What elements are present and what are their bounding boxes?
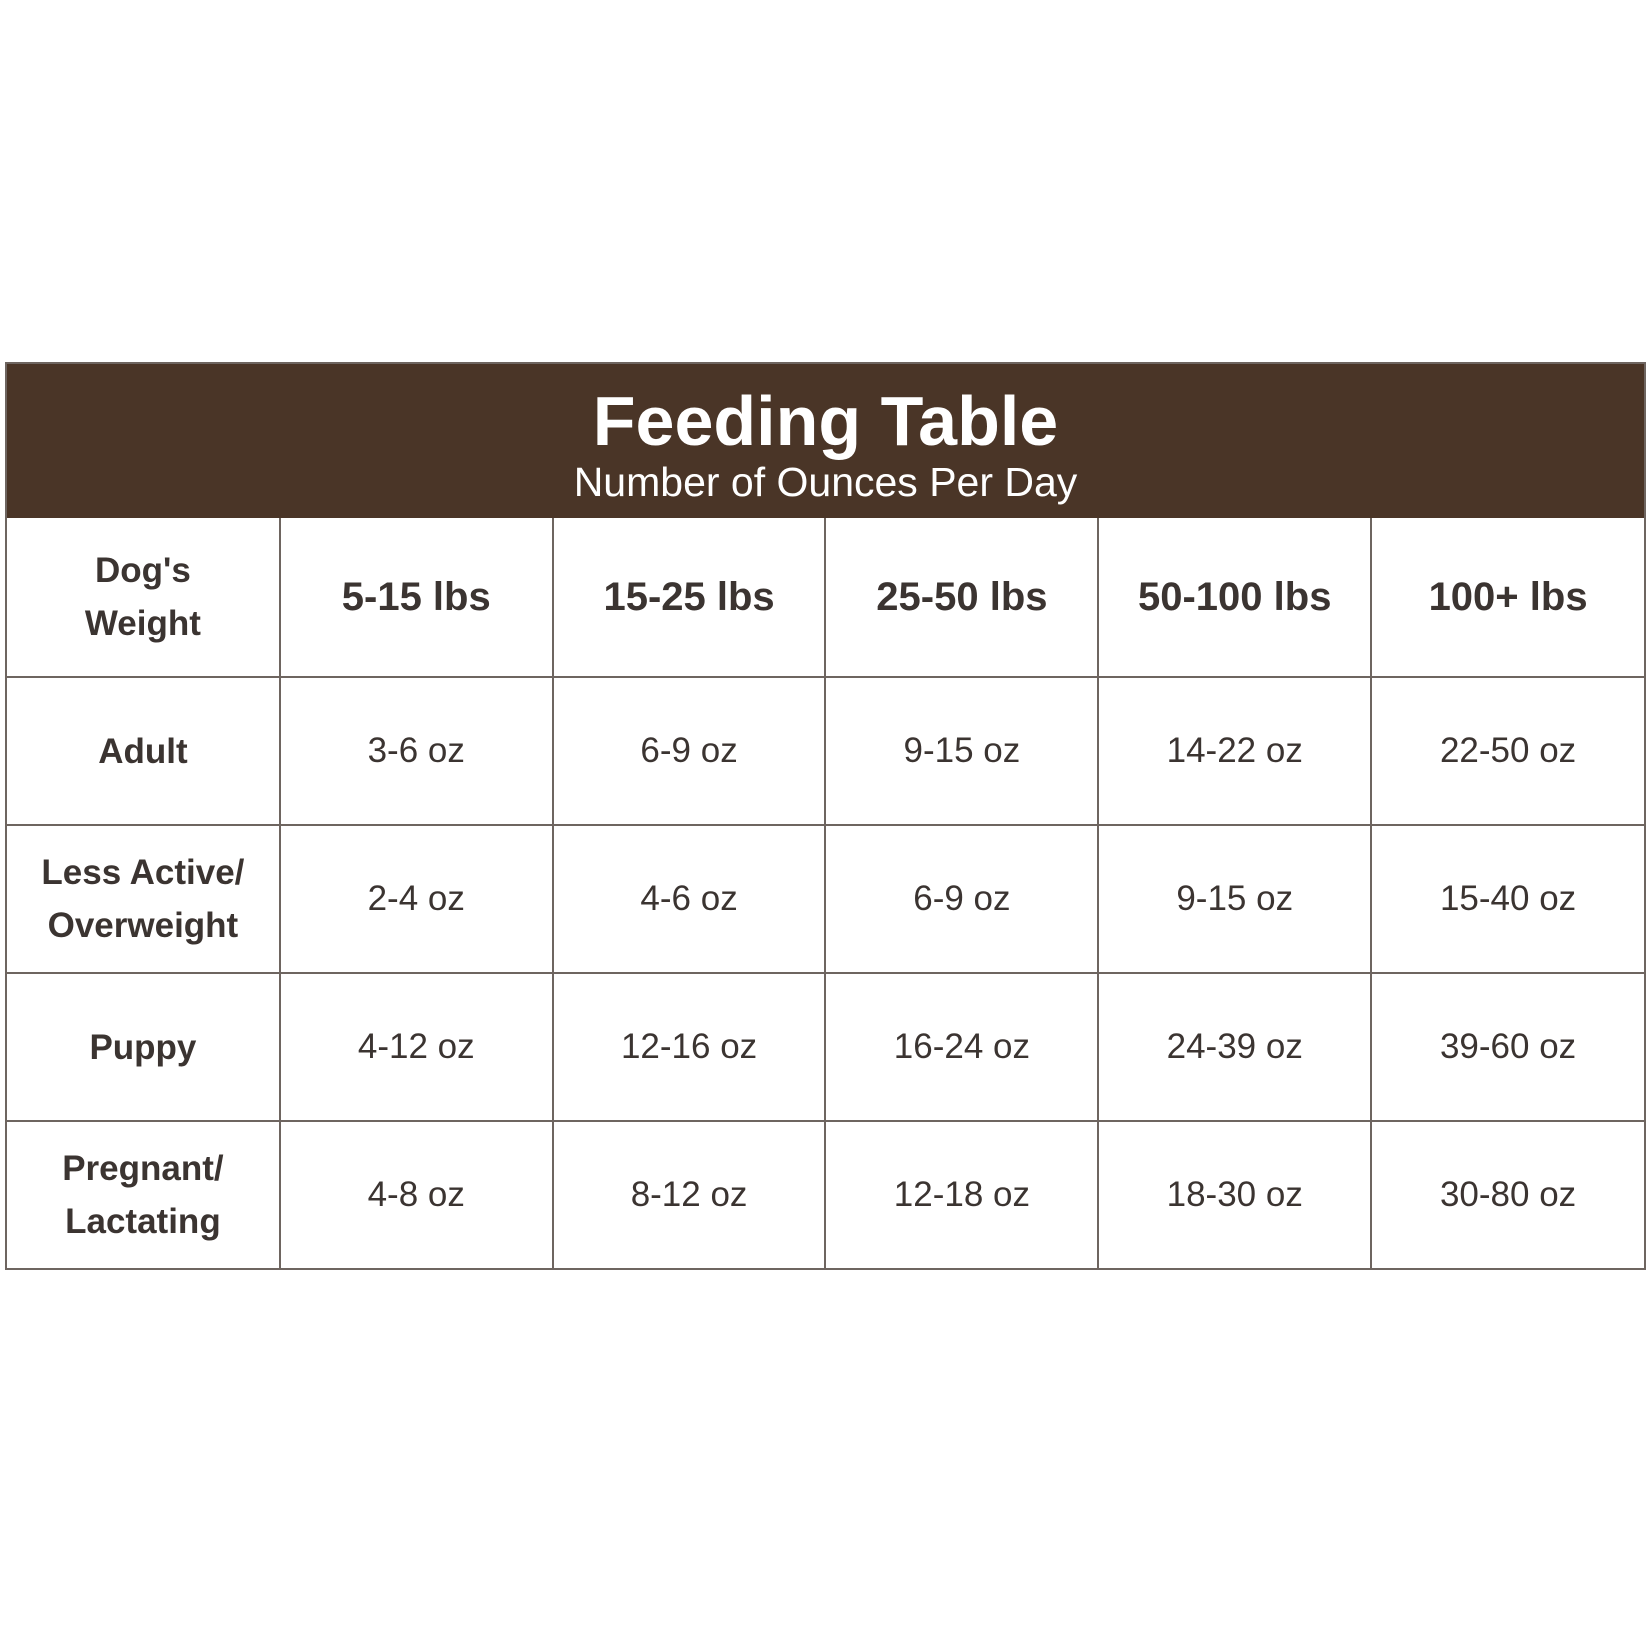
- column-header: 25-50 lbs: [825, 518, 1098, 677]
- table-banner: [7, 364, 1644, 518]
- label-line2: Weight: [84, 604, 201, 643]
- column-header: 15-25 lbs: [553, 518, 826, 677]
- row-label-line1: Pregnant/: [62, 1149, 224, 1188]
- header-row: [7, 518, 1644, 677]
- row-label-line2: Overweight: [47, 906, 239, 945]
- value-cell: 2-4 oz: [280, 825, 553, 973]
- value-cell: 15-40 oz: [1371, 825, 1644, 973]
- table-subtitle: Number of Ounces Per Day: [573, 459, 1078, 505]
- row-label: [7, 1121, 280, 1268]
- column-header: 5-15 lbs: [280, 518, 553, 677]
- value-cell: 9-15 oz: [1098, 825, 1371, 973]
- feeding-grid: [7, 518, 1644, 1268]
- value-cell: 14-22 oz: [1098, 677, 1371, 825]
- row-label-line2: Lactating: [65, 1202, 221, 1241]
- value-cell: 22-50 oz: [1371, 677, 1644, 825]
- row-label-line1: Adult: [98, 731, 188, 771]
- value-cell: 39-60 oz: [1371, 973, 1644, 1121]
- value-cell: 12-16 oz: [553, 973, 826, 1121]
- feeding-table: [5, 362, 1646, 1270]
- value-cell: 4-12 oz: [280, 973, 553, 1121]
- row-label: [7, 677, 280, 825]
- value-cell: 6-9 oz: [553, 677, 826, 825]
- value-cell: 24-39 oz: [1098, 973, 1371, 1121]
- row-label: [7, 973, 280, 1121]
- table-row: [7, 677, 1644, 825]
- value-cell: 8-12 oz: [553, 1121, 826, 1268]
- value-cell: 18-30 oz: [1098, 1121, 1371, 1268]
- value-cell: 3-6 oz: [280, 677, 553, 825]
- value-cell: 4-8 oz: [280, 1121, 553, 1268]
- row-label-line1: Less Active/: [41, 853, 245, 892]
- table-row: [7, 825, 1644, 973]
- value-cell: 4-6 oz: [553, 825, 826, 973]
- label-line1: Dog's: [95, 551, 191, 590]
- column-header: 50-100 lbs: [1098, 518, 1371, 677]
- value-cell: 6-9 oz: [825, 825, 1098, 973]
- value-cell: 9-15 oz: [825, 677, 1098, 825]
- weight-label-cell: [7, 518, 280, 677]
- row-label: [7, 825, 280, 973]
- table-row: [7, 1121, 1644, 1268]
- table-row: [7, 973, 1644, 1121]
- table-title: Feeding Table: [592, 382, 1059, 460]
- value-cell: 12-18 oz: [825, 1121, 1098, 1268]
- value-cell: 30-80 oz: [1371, 1121, 1644, 1268]
- row-label-line1: Puppy: [89, 1027, 197, 1067]
- column-header: 100+ lbs: [1371, 518, 1644, 677]
- value-cell: 16-24 oz: [825, 973, 1098, 1121]
